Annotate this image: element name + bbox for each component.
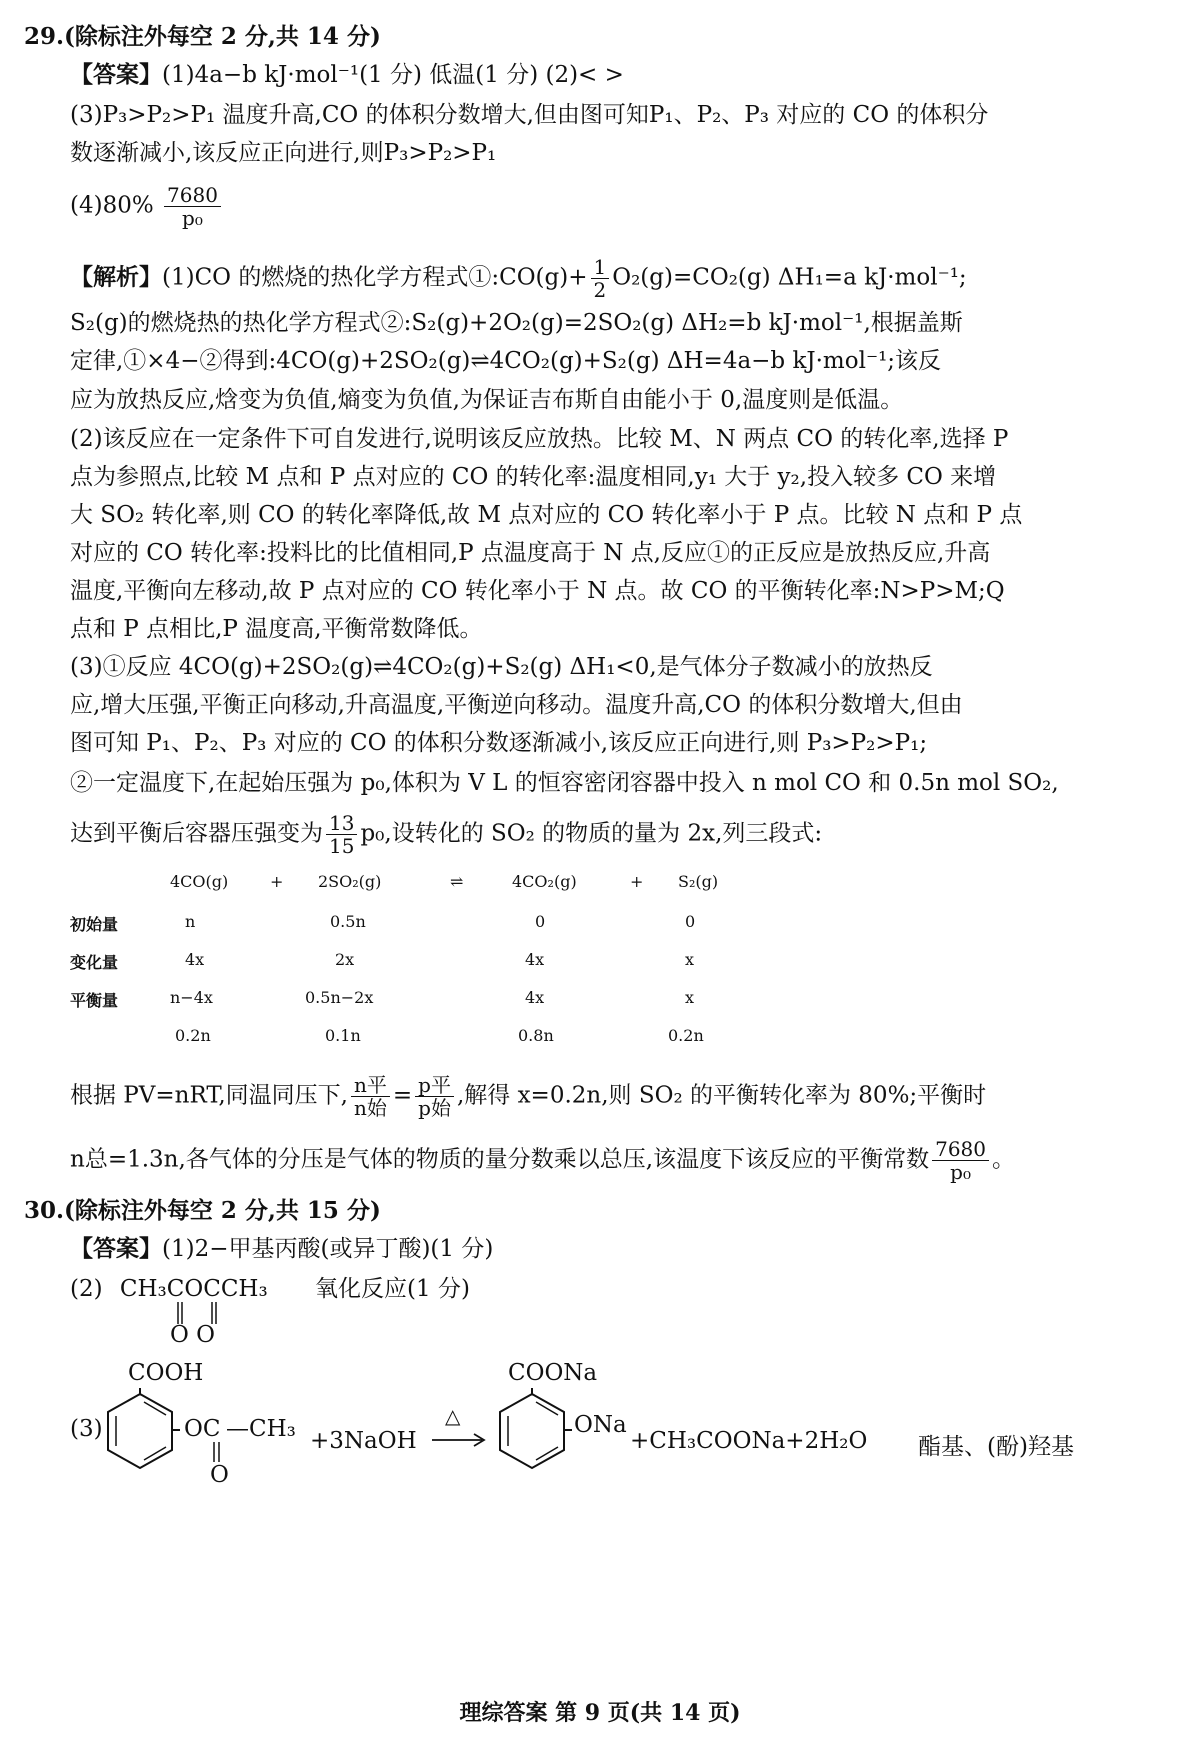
analysis-3-6-pre: 根据 PV=nRT,同温同压下,	[70, 1082, 348, 1109]
functional-groups: 酯基、(酚)羟基	[918, 1434, 1074, 1460]
benzene-ring-icon	[100, 1388, 180, 1488]
analysis-3-line-4: ②一定温度下,在起始压强为 p₀,体积为 V L 的恒容密闭容器中投入 n mol CO 和 0.5n mol SO₂,	[70, 770, 1059, 796]
products: +CH₃COONa+2H₂O	[630, 1428, 868, 1454]
answer-2-label: (2)	[70, 1276, 103, 1302]
table-cell: x	[685, 988, 695, 1007]
analysis-line-4: 应为放热反应,焓变为负值,熵变为负值,为保证吉布斯自由能小于 0,温度则是低温。	[70, 387, 904, 413]
q29-answer-line-1	[70, 60, 624, 90]
half-fraction	[591, 256, 610, 301]
fraction-denominator: 2	[593, 278, 607, 302]
table-cell: 0.2n	[175, 1026, 211, 1045]
ice-row-equilibrium	[70, 988, 830, 1018]
table-cell: x	[685, 950, 695, 969]
q29-answer-4	[70, 184, 224, 229]
q30-header: 30.(除标注外每空 2 分,共 15 分)	[24, 1197, 381, 1224]
table-cell: 0	[685, 912, 696, 931]
ice-row-values	[70, 1026, 830, 1056]
analysis-2-line-5: 温度,平衡向左移动,故 P 点对应的 CO 转化率小于 N 点。故 CO 的平衡转化率:N>P>M;Q	[70, 578, 1005, 604]
table-cell: n−4x	[170, 988, 213, 1007]
pressure-fraction	[326, 812, 357, 857]
fraction-numerator: 13	[326, 812, 357, 835]
analysis-3-line-2: 应,增大压强,平衡正向移动,升高温度,平衡逆向移动。温度升高,CO 的体积分数增大,但由	[70, 692, 963, 718]
benzene-ring-icon	[492, 1388, 572, 1488]
analysis-2-line-6: 点和 P 点相比,P 温度高,平衡常数降低。	[70, 616, 483, 642]
fraction-denominator: 15	[329, 834, 355, 858]
answer-3-label: (3)	[70, 1416, 103, 1442]
table-cell: 4x	[525, 988, 545, 1007]
ice-row-initial	[70, 912, 830, 942]
answer-4-prefix: (4)80%	[70, 192, 154, 219]
table-cell: n	[185, 912, 196, 931]
analysis-line-3: 定律,①×4−②得到:4CO(g)+2SO₂(g)⇌4CO₂(g)+S₂(g) ΔH=4a−b kJ·mol⁻¹;该反	[70, 348, 942, 374]
analysis-2-line-4: 对应的 CO 转化率:投料比的比值相同,P 点温度高于 N 点,反应①的正反应是放热反应,升高	[70, 540, 991, 566]
ona-group: ONa	[574, 1412, 627, 1438]
kp-fraction	[932, 1138, 989, 1183]
q29-answer-3a: (3)P₃>P₂>P₁ 温度升高,CO 的体积分数增大,但由图可知P₁、P₂、P₃ 对应的 CO 的体积分	[70, 102, 989, 128]
reaction-type: 氧化反应(1 分)	[315, 1276, 470, 1302]
q30-answer-2	[70, 1274, 470, 1304]
q29-header: 29.(除标注外每空 2 分,共 14 分)	[24, 23, 381, 50]
analysis-3-line-6	[70, 1074, 986, 1119]
analysis-2-line-1: (2)该反应在一定条件下可自发进行,说明该反应放热。比较 M、N 两点 CO 的转化率,选择 P	[70, 426, 1009, 452]
row-label: 平衡量	[70, 991, 119, 1010]
analysis-3-line-7	[70, 1138, 1015, 1183]
table-cell: ⇌	[450, 872, 464, 891]
table-cell: S₂(g)	[678, 872, 719, 891]
ester-double-bond	[210, 1442, 224, 1464]
answer-label: 【答案】	[70, 61, 162, 88]
fraction-numerator: n平	[351, 1074, 390, 1097]
analysis-line-1	[70, 256, 967, 301]
fraction-denominator: p₀	[950, 1160, 971, 1184]
fraction-denominator: p₀	[182, 206, 203, 230]
fraction-denominator: n始	[353, 1096, 387, 1120]
analysis-3-5-post: p₀,设转化的 SO₂ 的物质的量为 2x,列三段式:	[360, 820, 823, 847]
equals-sign: =	[392, 1082, 413, 1109]
table-cell: 0.2n	[668, 1026, 704, 1045]
fraction-numerator: 1	[591, 256, 610, 279]
table-cell: 4CO(g)	[170, 872, 229, 891]
analysis-2-line-2: 点为参照点,比较 M 点和 P 点对应的 CO 的转化率:温度相同,y₁ 大于 y₂,投入较多 CO 来增	[70, 464, 997, 490]
analysis-3-line-1: (3)①反应 4CO(g)+2SO₂(g)⇌4CO₂(g)+S₂(g) ΔH₁<0,是气体分子数减小的放热反	[70, 654, 933, 680]
answer-4-fraction	[164, 184, 221, 229]
diketone-formula: CH₃COCCH₃	[119, 1276, 268, 1302]
answer-1-text: (1)4a−b kJ·mol⁻¹(1 分) 低温(1 分) (2)< >	[162, 62, 624, 88]
table-cell: 0.5n−2x	[305, 988, 374, 1007]
analysis-3-7-pre: n总=1.3n,各气体的分压是气体的物质的量分数乘以总压,该温度下该反应的平衡常数	[70, 1146, 930, 1173]
period: 。	[992, 1146, 1016, 1173]
answer-label: 【答案】	[70, 1235, 162, 1262]
ester-oc: OC	[184, 1416, 221, 1442]
q30-answer-1	[70, 1234, 493, 1264]
table-cell: 2SO₂(g)	[318, 872, 382, 891]
analysis-3-6-post: ,解得 x=0.2n,则 SO₂ 的平衡转化率为 80%;平衡时	[456, 1082, 987, 1109]
table-cell: +	[270, 872, 284, 891]
fraction-denominator: p始	[418, 1096, 451, 1120]
ice-equation-row	[70, 872, 830, 902]
analysis-1-pre: (1)CO 的燃烧的热化学方程式①:CO(g)+	[162, 264, 588, 291]
row-label: 变化量	[70, 953, 119, 972]
table-cell: 0	[535, 912, 546, 931]
table-cell: +	[630, 872, 644, 891]
answer-1-text: (1)2−甲基丙酸(或异丁酸)(1 分)	[162, 1236, 494, 1262]
methyl-group: —CH₃	[226, 1416, 296, 1442]
heat-symbol: △	[445, 1404, 461, 1428]
page-footer: 理综答案 第 9 页(共 14 页)	[459, 1700, 741, 1726]
table-cell: 0.8n	[518, 1026, 554, 1045]
fraction-numerator: p平	[415, 1074, 454, 1097]
table-cell: 4CO₂(g)	[512, 872, 577, 891]
analysis-1-post: O₂(g)=CO₂(g) ΔH₁=a kJ·mol⁻¹;	[612, 264, 967, 291]
table-cell: 0.5n	[330, 912, 366, 931]
naoh-reagent: +3NaOH	[310, 1428, 417, 1454]
reaction-arrow-icon	[430, 1428, 490, 1452]
cooh-group: COOH	[128, 1360, 204, 1386]
analysis-2-line-3: 大 SO₂ 转化率,则 CO 的转化率降低,故 M 点对应的 CO 转化率小于 P 点。比较 N 点和 P 点	[70, 502, 1023, 528]
coona-group: COONa	[508, 1360, 598, 1386]
ester-oxygen: O	[210, 1462, 229, 1488]
ice-row-change	[70, 950, 830, 980]
analysis-3-line-5	[70, 812, 822, 857]
analysis-label: 【解析】	[70, 263, 162, 291]
pressure-ratio-fraction	[415, 1074, 454, 1119]
mole-ratio-fraction	[351, 1074, 390, 1119]
carbonyl-oxygens: O O	[170, 1322, 216, 1348]
table-cell: 4x	[185, 950, 205, 969]
q29-answer-3b: 数逐渐减小,该反应正向进行,则P₃>P₂>P₁	[70, 140, 497, 166]
table-cell: 0.1n	[325, 1026, 361, 1045]
analysis-line-2: S₂(g)的燃烧热的热化学方程式②:S₂(g)+2O₂(g)=2SO₂(g) ΔH₂=b kJ·mol⁻¹,根据盖斯	[70, 310, 963, 336]
analysis-3-5-pre: 达到平衡后容器压强变为	[70, 820, 323, 847]
fraction-numerator: 7680	[932, 1138, 989, 1161]
row-label: 初始量	[70, 915, 119, 934]
fraction-numerator: 7680	[164, 184, 221, 207]
analysis-3-line-3: 图可知 P₁、P₂、P₃ 对应的 CO 的体积分数逐渐减小,该反应正向进行,则 P₃>P₂>P₁;	[70, 730, 928, 756]
table-cell: 4x	[525, 950, 545, 969]
table-cell: 2x	[335, 950, 355, 969]
